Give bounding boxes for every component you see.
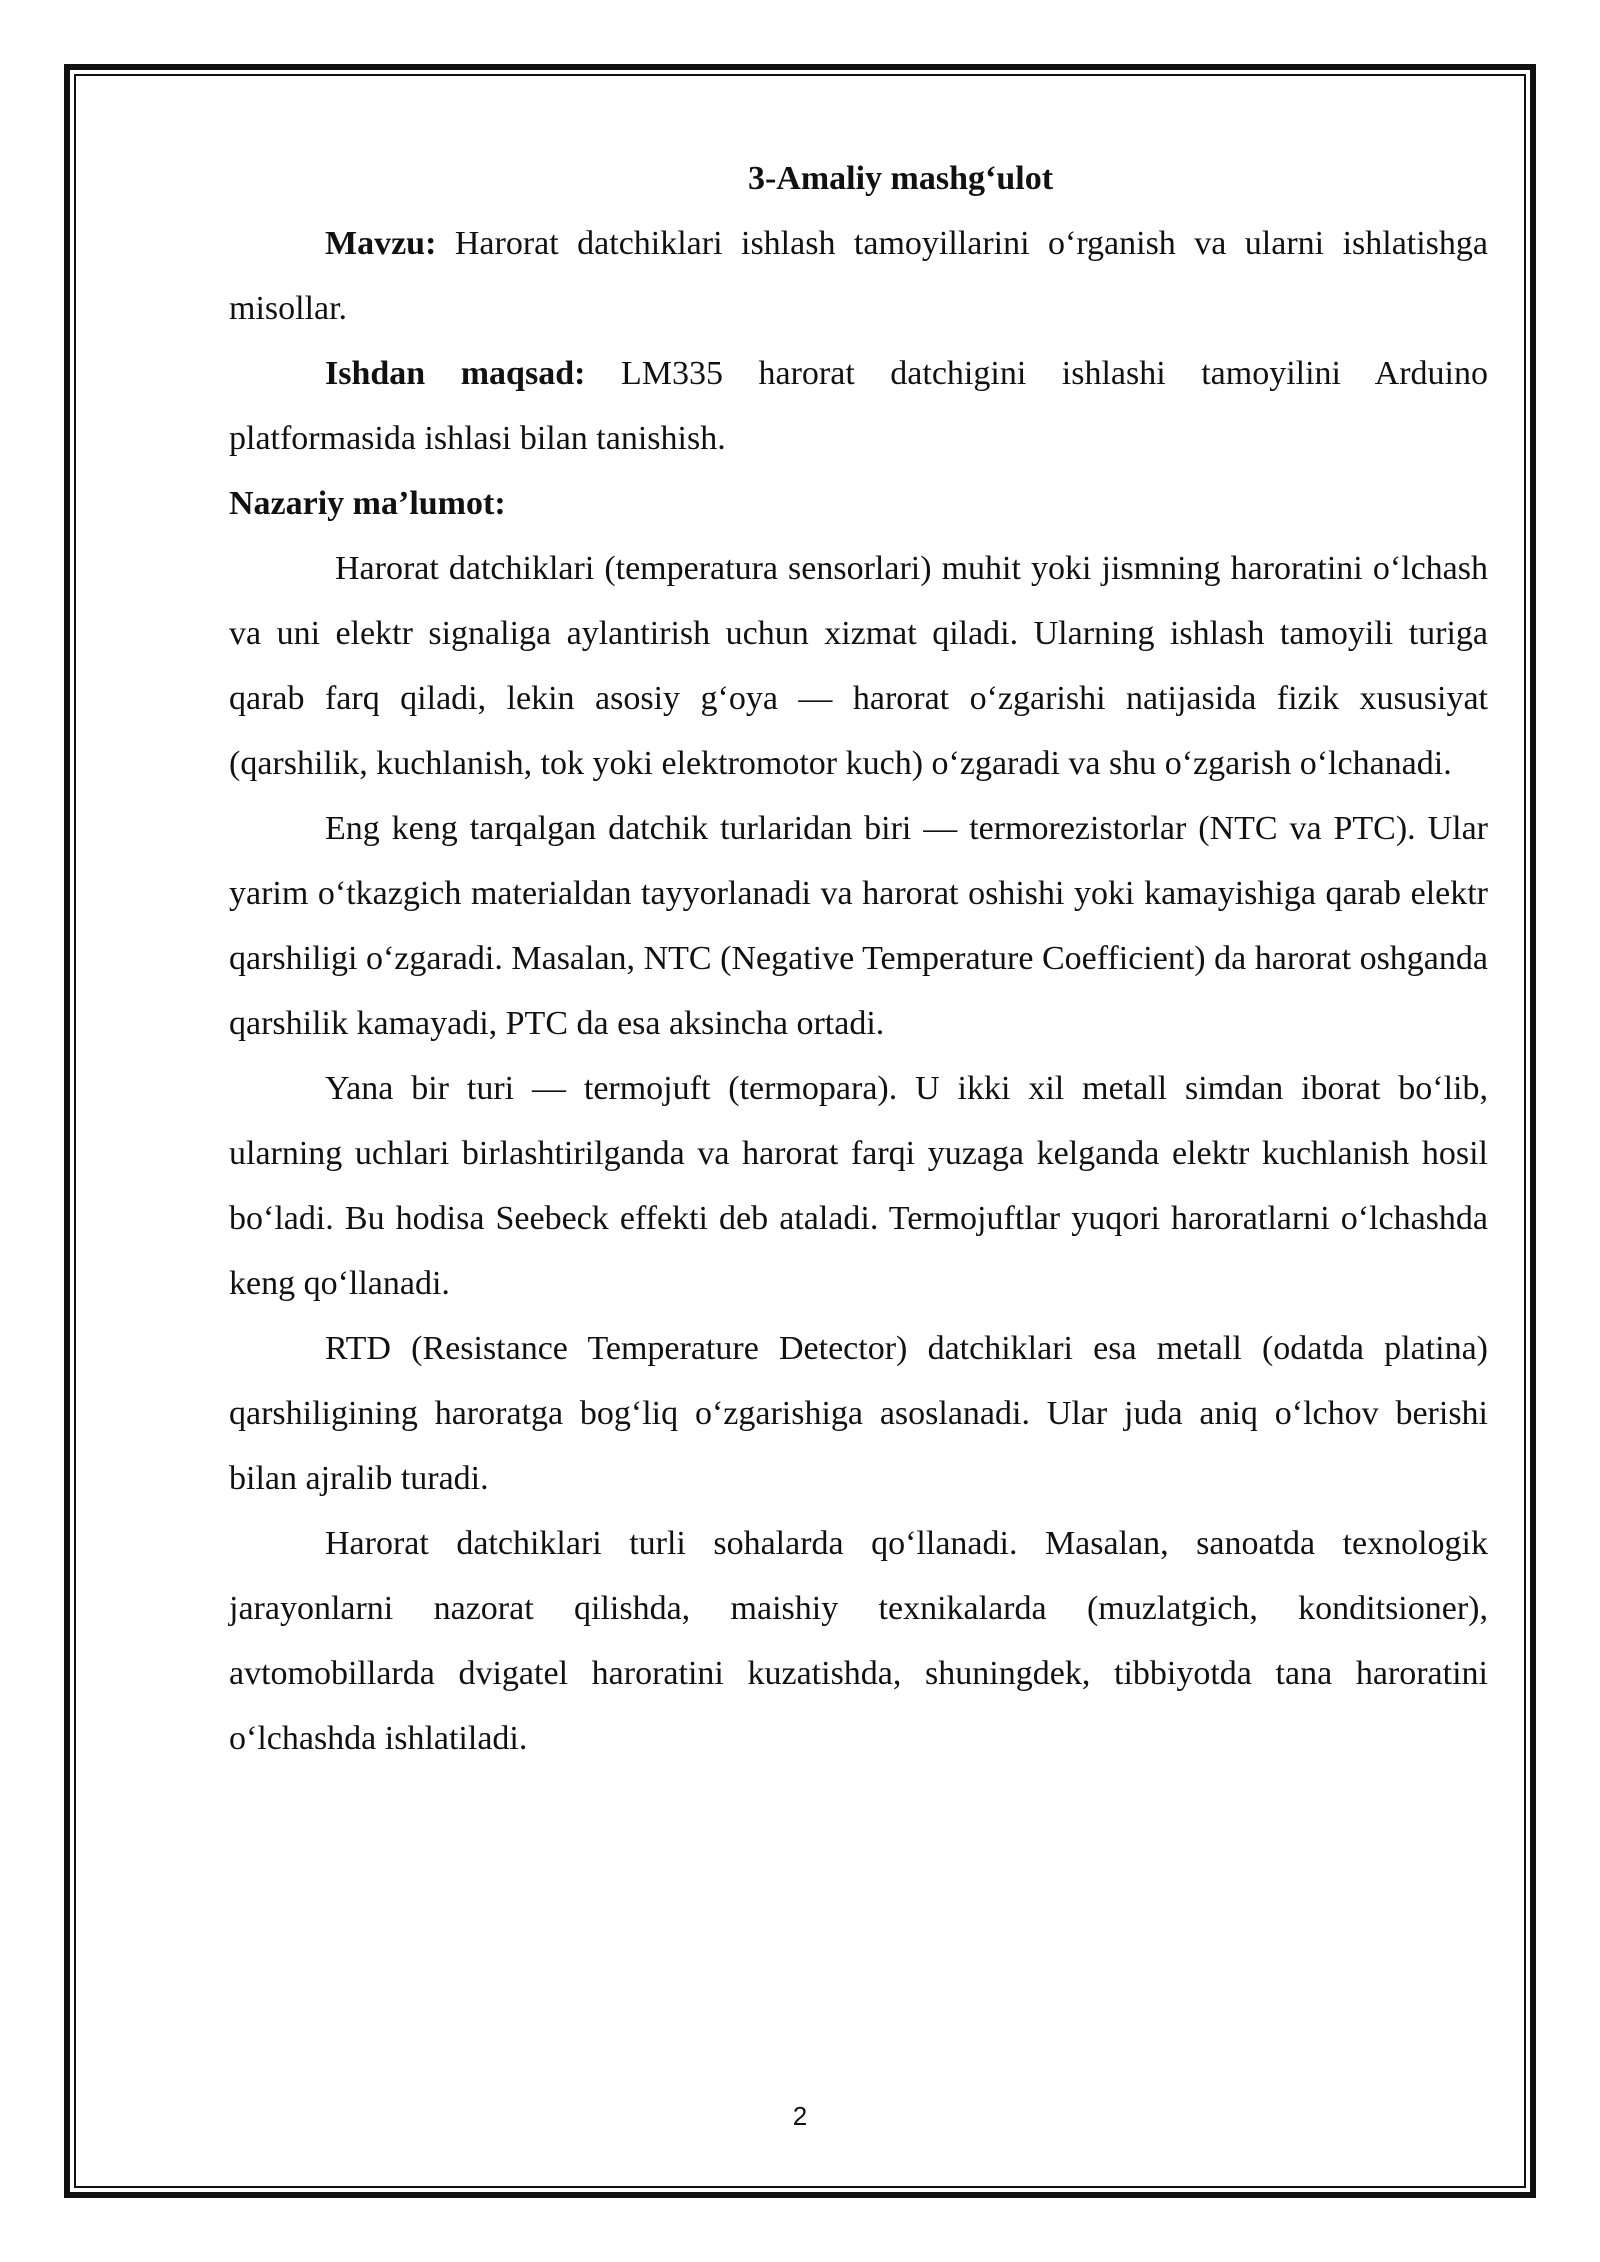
goal-text: LM335 harorat datchigini ishlashi tamoyilini Arduino platformasida ishlasi bilan tanishish. <box>229 355 1488 457</box>
paragraph-applications: Harorat datchiklari turli sohalarda qo‘llanadi. Masalan, sanoatda texnologik jarayonlarni nazorat qilishda, maishiy texnikalarda (muzlatgich, konditsioner), avtomobillarda dvigatel haroratini kuzatishda, shuningdek, tibbiyotda tana haroratini o‘lchashda ishlatiladi. <box>229 1525 1488 1757</box>
paragraph-thermocouples: Yana bir turi — termojuft (termopara). U ikki xil metall simdan iborat bo‘lib, ularning uchlari birlashtirilganda va harorat farqi yuzaga kelganda elektr kuchlanish hosil bo‘ladi. Bu hodisa Seebeck effekti deb ataladi. Termojuftlar yuqori haroratlarni o‘lchashda keng qo‘llanadi. <box>229 1070 1488 1302</box>
topic-paragraph <box>229 211 1488 341</box>
document-title: 3-Amaliy mashg‘ulot <box>747 160 1054 197</box>
paragraph-rtd: RTD (Resistance Temperature Detector) datchiklari esa metall (odatda platina) qarshiligining haroratga bog‘liq o‘zgarishiga asoslanadi. Ular juda aniq o‘lchov berishi bilan ajralib turadi. <box>229 1330 1488 1497</box>
paragraph-thermistors: Eng keng tarqalgan datchik turlaridan biri — termorezistorlar (NTC va PTC). Ular yarim o‘tkazgich materialdan tayyorlanadi va harorat oshishi yoki kamayishiga qarab elektr qarshiligi o‘zgaradi. Masalan, NTC (Negative Temperature Coefficient) da harorat oshganda qarshilik kamayadi, PTC da esa aksincha ortadi. <box>229 810 1488 1042</box>
goal-label: Ishdan maqsad: <box>325 355 586 392</box>
topic-label: Mavzu: <box>325 225 437 262</box>
theory-heading: Nazariy ma’lumot: <box>229 485 506 522</box>
topic-text: Harorat datchiklari ishlash tamoyillarini o‘rganish va ularni ishlatishga misollar. <box>229 225 1488 327</box>
goal-paragraph <box>229 341 1488 471</box>
paragraph-sensors-intro: Harorat datchiklari (temperatura sensorlari) muhit yoki jismning haroratini o‘lchash va uni elektr signaliga aylantirish uchun xizmat qiladi. Ularning ishlash tamoyili turiga qarab farq qiladi, lekin asosiy g‘oya — harorat o‘zgarishi natijasida fizik xususiyat (qarshilik, kuchlanish, tok yoki elektromotor kuch) o‘zgaradi va shu o‘zgarish o‘lchanadi. <box>229 550 1488 782</box>
document-body <box>229 146 1488 1771</box>
page-number: 2 <box>792 2101 808 2131</box>
